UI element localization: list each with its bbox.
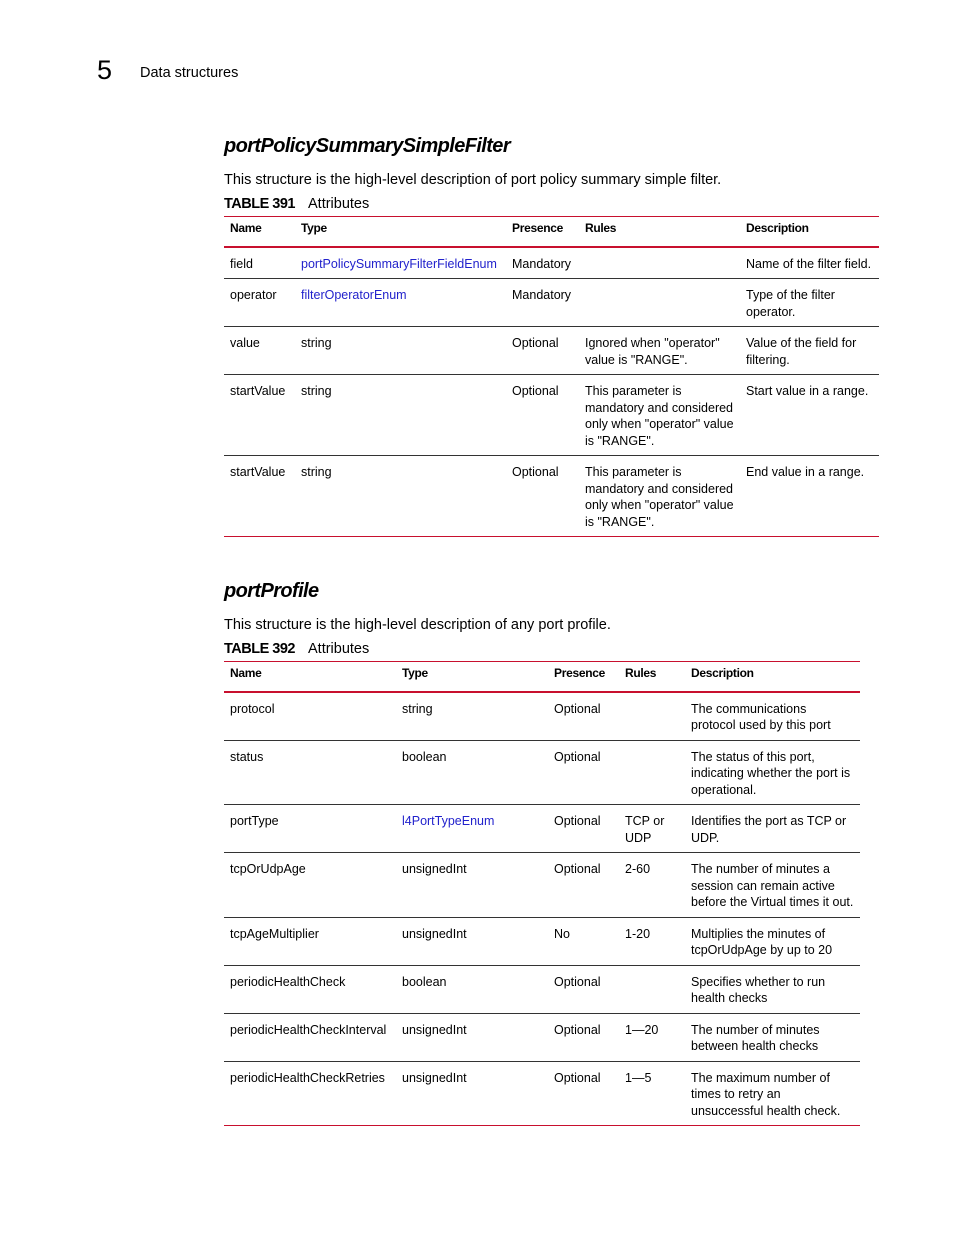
cell-name: periodicHealthCheckInterval	[224, 1013, 396, 1061]
column-header-name: Name	[224, 662, 396, 692]
cell-rules	[619, 692, 685, 741]
chapter-number: 5	[97, 55, 113, 85]
cell-presence: Mandatory	[506, 247, 579, 279]
cell-rules: This parameter is mandatory and considered only when "operator" value is "RANGE".	[579, 456, 740, 537]
table-caption-text: Attributes	[308, 196, 370, 212]
cell-type	[295, 279, 506, 327]
table-row	[224, 740, 860, 805]
cell-type: unsignedInt	[396, 917, 548, 965]
cell-rules	[619, 965, 685, 1013]
cell-name: status	[224, 740, 396, 805]
chapter-title: Data structures	[140, 65, 239, 81]
column-header-name: Name	[224, 217, 295, 247]
cell-type: unsignedInt	[396, 1061, 548, 1126]
cell-rules: 1—5	[619, 1061, 685, 1126]
cell-presence: Optional	[548, 805, 619, 853]
cell-type: boolean	[396, 965, 548, 1013]
table-row	[224, 247, 879, 279]
section-intro: This structure is the high-level description of any port profile.	[224, 617, 611, 633]
cell-presence: No	[548, 917, 619, 965]
attributes-table-391	[224, 216, 879, 537]
cell-rules: Ignored when "operator" value is "RANGE".	[579, 327, 740, 375]
cell-name: portType	[224, 805, 396, 853]
cell-type: string	[396, 692, 548, 741]
section-title: portPolicySummarySimpleFilter	[224, 135, 511, 157]
cell-presence: Optional	[548, 853, 619, 918]
cell-name: tcpAgeMultiplier	[224, 917, 396, 965]
cell-description: The number of minutes a session can remain active before the Virtual times it out.	[685, 853, 860, 918]
section-intro: This structure is the high-level description of port policy summary simple filter.	[224, 172, 722, 188]
cell-name: operator	[224, 279, 295, 327]
cell-description: The status of this port, indicating whether the port is operational.	[685, 740, 860, 805]
cell-presence: Mandatory	[506, 279, 579, 327]
column-header-type: Type	[396, 662, 548, 692]
cell-presence: Optional	[506, 456, 579, 537]
column-header-type: Type	[295, 217, 506, 247]
cell-presence: Optional	[548, 1061, 619, 1126]
cell-description: Multiplies the minutes of tcpOrUdpAge by up to 20	[685, 917, 860, 965]
table-caption	[224, 640, 860, 658]
cell-description: Value of the field for filtering.	[740, 327, 879, 375]
type-link[interactable]: filterOperatorEnum	[301, 288, 407, 302]
table-row	[224, 279, 879, 327]
cell-presence: Optional	[548, 965, 619, 1013]
cell-name: startValue	[224, 456, 295, 537]
cell-presence: Optional	[506, 327, 579, 375]
table-row	[224, 375, 879, 456]
cell-description: Start value in a range.	[740, 375, 879, 456]
cell-name: tcpOrUdpAge	[224, 853, 396, 918]
cell-rules	[619, 740, 685, 805]
table-row	[224, 692, 860, 741]
table-row	[224, 853, 860, 918]
type-link[interactable]: l4PortTypeEnum	[402, 814, 495, 828]
cell-rules: 1—20	[619, 1013, 685, 1061]
table-row	[224, 327, 879, 375]
cell-name: periodicHealthCheck	[224, 965, 396, 1013]
cell-presence: Optional	[548, 692, 619, 741]
table-row	[224, 965, 860, 1013]
table-row	[224, 456, 879, 537]
cell-type: unsignedInt	[396, 1013, 548, 1061]
column-header-rules: Rules	[619, 662, 685, 692]
column-header-presence: Presence	[506, 217, 579, 247]
cell-name: periodicHealthCheckRetries	[224, 1061, 396, 1126]
table-number: TABLE 392	[224, 641, 295, 657]
cell-description: Name of the filter field.	[740, 247, 879, 279]
cell-presence: Optional	[548, 740, 619, 805]
cell-type: unsignedInt	[396, 853, 548, 918]
type-link[interactable]: portPolicySummaryFilterFieldEnum	[301, 256, 497, 271]
cell-type	[295, 247, 506, 279]
table-number: TABLE 391	[224, 196, 295, 212]
table-row	[224, 805, 860, 853]
table-row	[224, 1013, 860, 1061]
cell-description: The number of minutes between health checks	[685, 1013, 860, 1061]
cell-name: startValue	[224, 375, 295, 456]
cell-name: value	[224, 327, 295, 375]
section-port-profile	[224, 579, 860, 1126]
cell-rules: TCP or UDP	[619, 805, 685, 853]
cell-type: string	[295, 375, 506, 456]
table-caption	[224, 195, 879, 213]
cell-description: The communications protocol used by this port	[685, 692, 860, 741]
table-header-row	[224, 662, 860, 692]
column-header-description: Description	[685, 662, 860, 692]
cell-rules: 2-60	[619, 853, 685, 918]
table-header-row	[224, 217, 879, 247]
cell-presence: Optional	[548, 1013, 619, 1061]
section-title: portProfile	[224, 580, 319, 602]
cell-rules: This parameter is mandatory and considered only when "operator" value is "RANGE".	[579, 375, 740, 456]
column-header-description: Description	[740, 217, 879, 247]
cell-name: protocol	[224, 692, 396, 741]
cell-presence: Optional	[506, 375, 579, 456]
cell-rules	[579, 247, 740, 279]
attributes-table-392	[224, 661, 860, 1126]
cell-rules: 1-20	[619, 917, 685, 965]
cell-name: field	[224, 247, 295, 279]
cell-description: Identifies the port as TCP or UDP.	[685, 805, 860, 853]
cell-description: Specifies whether to run health checks	[685, 965, 860, 1013]
column-header-rules: Rules	[579, 217, 740, 247]
cell-description: End value in a range.	[740, 456, 879, 537]
cell-type	[396, 805, 548, 853]
cell-rules	[579, 279, 740, 327]
cell-type: string	[295, 327, 506, 375]
cell-description: Type of the filter operator.	[740, 279, 879, 327]
column-header-presence: Presence	[548, 662, 619, 692]
table-row	[224, 1061, 860, 1126]
cell-type: string	[295, 456, 506, 537]
table-caption-text: Attributes	[308, 641, 370, 657]
table-row	[224, 917, 860, 965]
cell-type: boolean	[396, 740, 548, 805]
cell-description: The maximum number of times to retry an unsuccessful health check.	[685, 1061, 860, 1126]
section-port-policy-summary-simple-filter	[224, 134, 879, 537]
